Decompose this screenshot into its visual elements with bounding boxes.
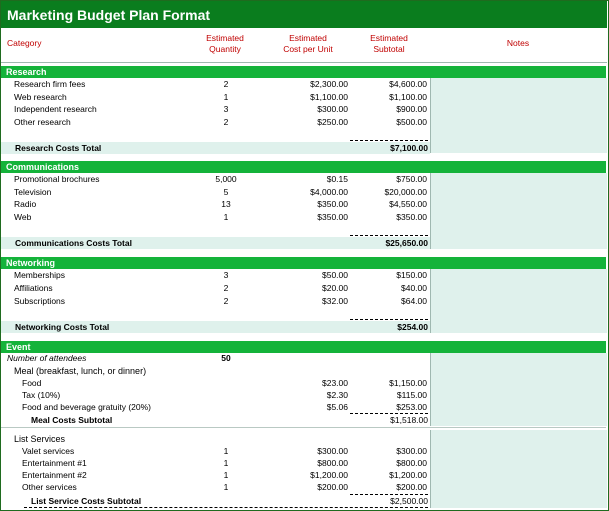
subtotal-rule: [350, 319, 428, 320]
subtotal-rule: [350, 140, 428, 141]
row-name: Research firm fees: [14, 79, 86, 89]
row-qty: 1: [223, 92, 229, 102]
total-row-communications: [1, 237, 430, 249]
row-qty: 1: [223, 482, 229, 492]
list-bottom-rule: [24, 507, 428, 508]
row-qty: 5,000: [215, 174, 237, 184]
row-cost: $23.00: [322, 378, 348, 388]
row-name: Radio: [14, 199, 37, 209]
subtotal-rule: [350, 235, 428, 236]
row-cost: $32.00: [322, 296, 348, 306]
total-label: List Service Costs Subtotal: [31, 496, 142, 506]
row-cost: $250.00: [317, 117, 348, 127]
row-qty: 2: [223, 283, 229, 293]
section-title: Communications: [6, 162, 80, 172]
row-qty: 5: [223, 187, 229, 197]
row-cost: $2,300.00: [310, 79, 348, 89]
notes-cell-communications[interactable]: [430, 173, 607, 249]
row-name: Entertainment #1: [22, 458, 87, 468]
row-name: Web: [14, 212, 32, 222]
notes-cell-event-meal[interactable]: [430, 353, 607, 426]
total-row-research: [1, 142, 430, 154]
notes-header-event: [430, 341, 606, 353]
row-qty: 2: [223, 117, 229, 127]
row-cost: $200.00: [317, 482, 348, 492]
total-value: $1,518.00: [390, 415, 428, 425]
row-name: Other research: [14, 117, 71, 127]
header-quantity-line1: Estimated: [206, 33, 244, 43]
row-name: Web research: [14, 92, 67, 102]
row-name: Promotional brochures: [14, 174, 100, 184]
row-cost: $4,000.00: [310, 187, 348, 197]
header-subtotal-line2: Subtotal: [373, 44, 405, 54]
attendees-value: 50: [221, 353, 231, 363]
row-subtotal: $800.00: [396, 458, 427, 468]
title-bar: [1, 1, 607, 28]
row-subtotal: $300.00: [396, 446, 427, 456]
list-label: List Services: [14, 434, 66, 444]
header-quantity-line2: Quantity: [209, 44, 241, 54]
row-name: Other services: [22, 482, 77, 492]
row-name: Memberships: [14, 270, 66, 280]
notes-cell-event-list[interactable]: [430, 430, 607, 508]
row-name: Independent research: [14, 104, 97, 114]
row-cost: $0.15: [326, 174, 348, 184]
row-subtotal: $4,550.00: [389, 199, 427, 209]
section-title: Event: [6, 342, 31, 352]
total-label: Research Costs Total: [15, 143, 102, 153]
notes-cell-networking[interactable]: [430, 269, 607, 333]
row-subtotal: $40.00: [401, 283, 427, 293]
row-qty: 1: [223, 446, 229, 456]
row-subtotal: $4,600.00: [389, 79, 427, 89]
total-row-networking: [1, 321, 430, 333]
row-subtotal: $150.00: [396, 270, 427, 280]
total-row-meal: [1, 414, 430, 426]
row-cost: $5.06: [326, 402, 348, 412]
row-qty: 1: [223, 470, 229, 480]
row-cost: $2.30: [326, 390, 348, 400]
section-header-networking: [1, 257, 430, 269]
row-name: Tax (10%): [22, 390, 61, 400]
row-name: Entertainment #2: [22, 470, 87, 480]
total-value: $2,500.00: [390, 496, 428, 506]
header-category: Category: [7, 38, 42, 48]
section-header-communications: [1, 161, 430, 173]
notes-header-research: [430, 66, 606, 78]
header-subtotal-line1: Estimated: [370, 33, 408, 43]
row-subtotal: $1,100.00: [389, 92, 427, 102]
row-subtotal: $900.00: [396, 104, 427, 114]
total-value: $7,100.00: [390, 143, 428, 153]
total-label: Communications Costs Total: [15, 238, 132, 248]
notes-cell-research[interactable]: [430, 78, 607, 153]
row-name: Valet services: [22, 446, 75, 456]
section-title: Research: [6, 67, 47, 77]
row-cost: $50.00: [322, 270, 348, 280]
row-subtotal: $20,000.00: [384, 187, 427, 197]
row-name: Television: [14, 187, 52, 197]
attendees-label: Number of attendees: [7, 353, 87, 363]
row-cost: $20.00: [322, 283, 348, 293]
section-title: Networking: [6, 258, 56, 268]
header-notes: Notes: [506, 38, 530, 48]
header-cost-line1: Estimated: [289, 33, 327, 43]
row-cost: $350.00: [317, 199, 348, 209]
total-label: Meal Costs Subtotal: [31, 415, 113, 425]
row-subtotal: $253.00: [396, 402, 427, 412]
row-qty: 2: [223, 296, 229, 306]
notes-header-communications: [430, 161, 606, 173]
meal-bottom-rule: [1, 427, 606, 428]
meal-label: Meal (breakfast, lunch, or dinner): [14, 366, 147, 376]
row-qty: 2: [223, 79, 229, 89]
row-cost: $1,200.00: [310, 470, 348, 480]
row-subtotal: $64.00: [401, 296, 427, 306]
row-subtotal: $200.00: [396, 482, 427, 492]
total-value: $254.00: [397, 322, 428, 332]
section-header-research: [1, 66, 430, 78]
row-cost: $300.00: [317, 104, 348, 114]
row-subtotal: $115.00: [396, 390, 427, 400]
row-cost: $350.00: [317, 212, 348, 222]
row-cost: $300.00: [317, 446, 348, 456]
total-value: $25,650.00: [385, 238, 428, 248]
row-name: Affiliations: [14, 283, 53, 293]
header-cost-line2: Cost per Unit: [283, 44, 333, 54]
row-name: Subscriptions: [14, 296, 66, 306]
row-subtotal: $500.00: [396, 117, 427, 127]
row-subtotal: $1,150.00: [389, 378, 427, 388]
total-row-list: [1, 495, 430, 507]
row-name: Food: [22, 378, 42, 388]
row-subtotal: $750.00: [396, 174, 427, 184]
header-rule: [1, 62, 607, 63]
row-name: Food and beverage gratuity (20%): [22, 402, 151, 412]
row-qty: 3: [223, 270, 229, 280]
page-title: Marketing Budget Plan Format: [7, 7, 211, 23]
row-qty: 13: [221, 199, 231, 209]
total-label: Networking Costs Total: [15, 322, 110, 332]
row-cost: $1,100.00: [310, 92, 348, 102]
row-subtotal: $1,200.00: [389, 470, 427, 480]
row-qty: 3: [223, 104, 229, 114]
row-qty: 1: [223, 458, 229, 468]
row-cost: $800.00: [317, 458, 348, 468]
row-subtotal: $350.00: [396, 212, 427, 222]
row-qty: 1: [223, 212, 229, 222]
notes-header-networking: [430, 257, 606, 269]
section-header-event: [1, 341, 430, 353]
